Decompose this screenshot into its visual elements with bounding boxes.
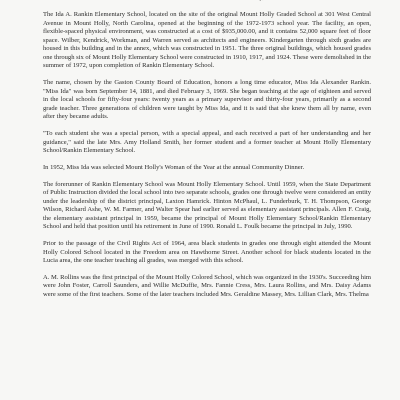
paragraph-school-history: The Ida A. Rankin Elementary School, located on the site of the original Mount Holly Graded School at 301 West Central Avenue in Mount Holly, North Carolina, opened at the beginning of the 1972-1973 school year. The facility, an open, flexible-spaced physical environment, was constructed at a cost of $935,000.00, and it contains 52,000 square feet of floor space. Wilber, Kendrick, Workman, and Warren served as architects and engineers. Kindergarten through sixth grades are housed in this building and in the annex, which was constructed in 1951. The three original buildings, which housed grades one through six of Mount Holly Elementary School were constructed in 1910, 1917, and 1924. These were demolished in the summer of 1972, upon completion of Rankin Elementary School. bbox=[43, 11, 371, 70]
document-body bbox=[43, 0, 371, 308]
paragraph-name-origin: The name, chosen by the Gaston County Board of Education, honors a long time educator, Miss Ida Alexander Rankin. "Miss Ida" was born September 14, 1881, and died February 3, 1969. She began teaching at the age of eighteen and served in the local schools for fifty-four years: twenty years as a primary supervisor and thirty-four years, primarily as a second grade teacher. Three generations of children were taught by Miss Ida, and it is said that she knew them all by name, even after they became adults. bbox=[43, 79, 371, 121]
paragraph-quote: "To each student she was a special person, with a special appeal, and each received a part of her understanding and her guidance," said the late Mrs. Amy Holland Smith, her former student and a former teacher at Mount Holly Elementary School/Rankin Elementary School. bbox=[43, 130, 371, 155]
paragraph-woman-of-year: In 1952, Miss Ida was selected Mount Holly's Woman of the Year at the annual Community Dinner. bbox=[43, 163, 305, 171]
paragraph-civil-rights: Prior to the passage of the Civil Rights Act of 1964, area black students in grades one through eight attended the Mount Holly Colored School located in the Freedom area on Hawthorne Street. Another school for black students located in the Lucia area, the one teacher teaching all grades, was merged with this school. bbox=[43, 240, 371, 265]
paragraph-intro-fragment bbox=[43, 0, 371, 3]
paragraph-forerunner: The forerunner of Rankin Elementary School was Mount Holly Elementary School. Until 1959, when the State Department of Public Instruction divided the local school into two separate schools, grades one through twelve were considered an entity under the leadership of the district principal, Laxton Hamrick. Hinton McPhaul, L. Funderburk, T. H. Thompson, George Wilson, Richard Ashe, W. M. Farmer, and Walter Spear had earlier served as elementary assistant principals. Allen F. Craig, the elementary assistant principal in 1959, became the principal of Mount Holly Elementary School/Rankin Elementary School and held that position until his retirement in June of 1990. Ronald L. Foulk became the principal in July, 1990. bbox=[43, 180, 371, 231]
paragraph-colored-school: A. M. Rollins was the first principal of the Mount Holly Colored School, which was organized in the 1930's. Succeeding him were John Foster, Carroll Saunders, and Willie McDuffie, Mrs. Fannie Cress, Mrs. Laura Rollins, and Mrs. Daisy Adams were some of the first teachers. Some of the later teachers included Mrs. Geraldine Massey, Mrs. Lillian Clark, Mrs. Thelma bbox=[43, 273, 371, 299]
